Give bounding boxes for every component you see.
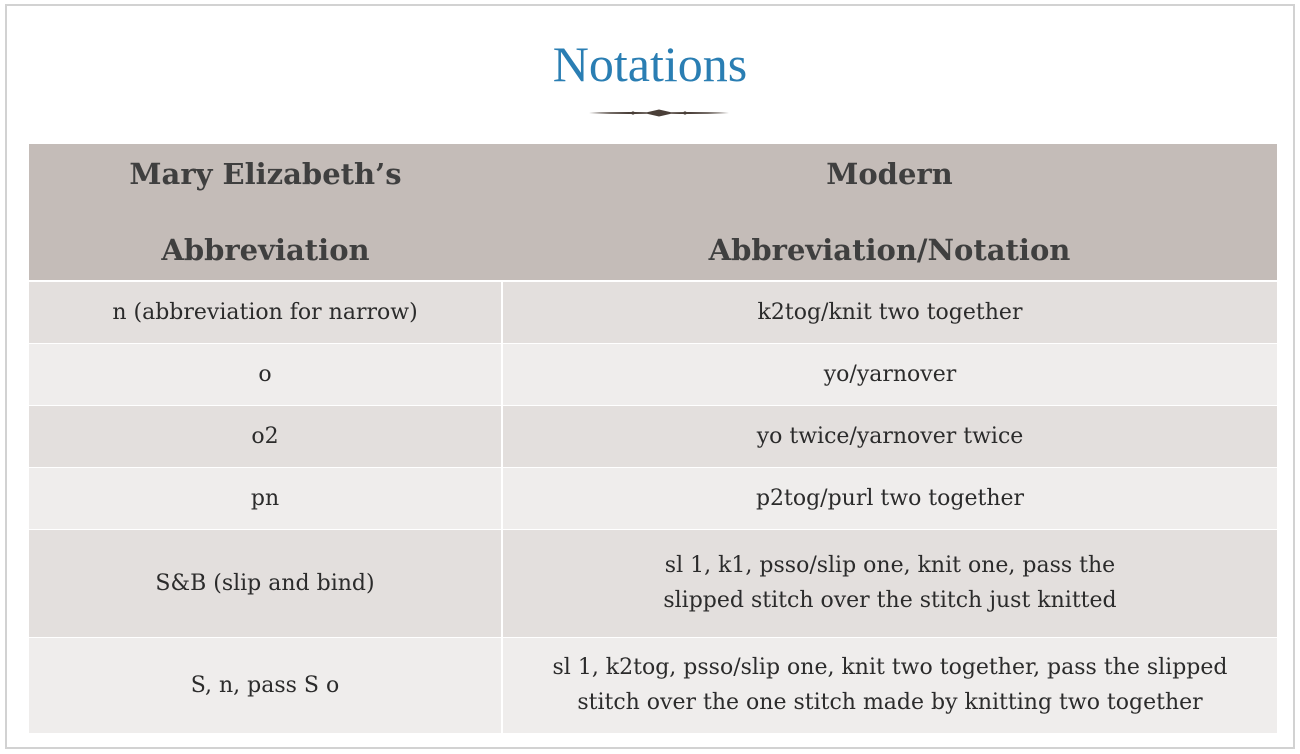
table-row: [29, 637, 1277, 733]
decorative-divider-icon: [587, 106, 731, 120]
header-line: Abbreviation/Notation: [708, 233, 1071, 267]
header-line: Abbreviation: [161, 233, 370, 267]
modern-notation-cell: [502, 343, 1277, 405]
header-original-abbreviation: [29, 144, 502, 281]
table-row: [29, 529, 1277, 637]
notation-line: slipped stitch over the stitch just knitted: [663, 588, 1117, 613]
modern-notation-cell: [502, 529, 1277, 637]
modern-notation-cell: [502, 637, 1277, 733]
notation-line: sl 1, k2tog, psso/slip one, knit two together, pass the slipped: [552, 655, 1228, 681]
abbreviation-cell: o2: [29, 405, 502, 467]
notation-line: sl 1, k1, psso/slip one, knit one, pass the: [664, 553, 1116, 578]
table-row: [29, 467, 1277, 529]
abbreviation-cell: pn: [29, 467, 502, 529]
notation-line: p2tog/purl two together: [755, 485, 1025, 511]
table-header-row: [29, 144, 1277, 281]
table-row: [29, 343, 1277, 405]
header-line: Modern: [826, 157, 953, 191]
abbreviation-cell: o: [29, 343, 502, 405]
notation-line: yo twice/yarnover twice: [756, 423, 1024, 449]
notations-table: [29, 144, 1277, 733]
page-title: Notations: [552, 36, 748, 92]
header-modern-notation: [502, 144, 1277, 281]
header-line: Mary Elizabeth’s: [129, 157, 402, 191]
modern-notation-cell: [502, 467, 1277, 529]
abbreviation-cell: S&B (slip and bind): [29, 529, 502, 637]
table-row: [29, 405, 1277, 467]
abbreviation-cell: n (abbreviation for narrow): [29, 281, 502, 343]
table-row: [29, 281, 1277, 343]
notation-line: k2tog/knit two together: [757, 299, 1023, 325]
notation-line: yo/yarnover: [823, 361, 957, 387]
abbreviation-cell: S, n, pass S o: [29, 637, 502, 733]
slide-frame: [5, 4, 1295, 749]
modern-notation-cell: [502, 281, 1277, 343]
notation-line: stitch over the one stitch made by knitting two together: [577, 690, 1203, 716]
modern-notation-cell: [502, 405, 1277, 467]
